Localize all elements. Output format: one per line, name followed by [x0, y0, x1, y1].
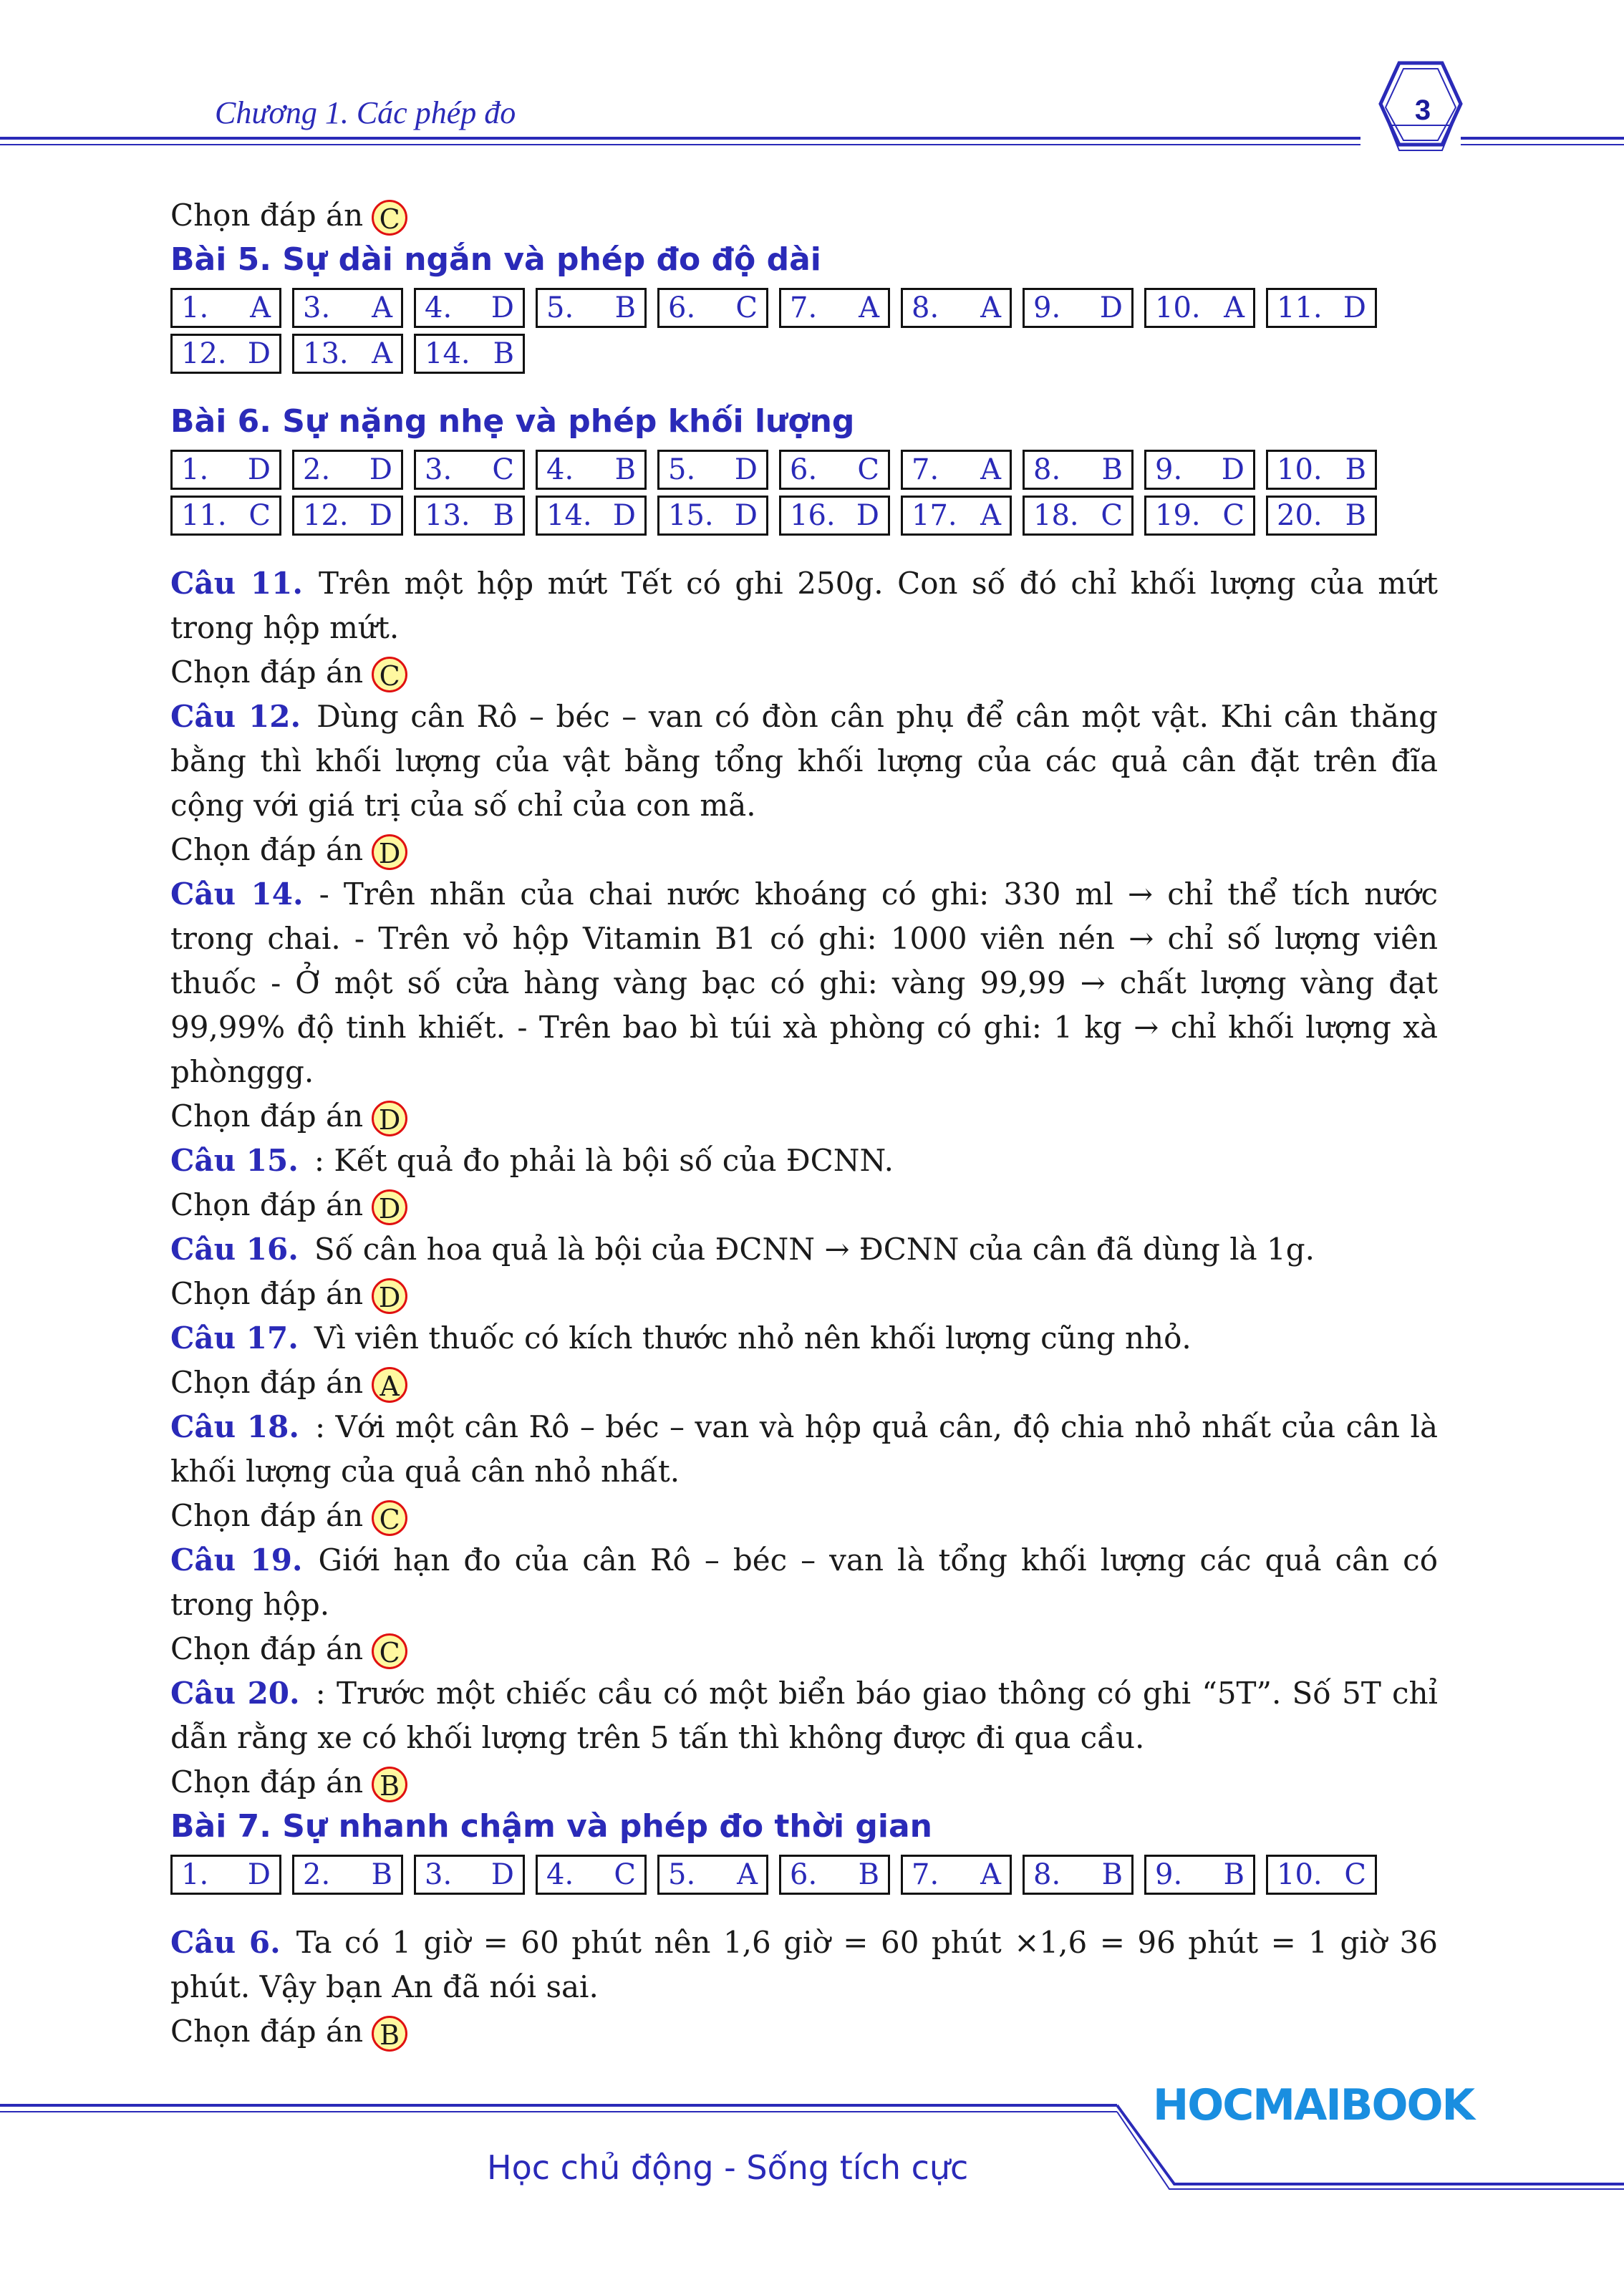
question-answer: C	[857, 453, 879, 486]
answer-cell	[536, 496, 647, 536]
question-text: Giới hạn đo của cân Rô – béc – van là tổng khối lượng các quả cân có trong hộp.	[170, 1542, 1438, 1622]
choose-answer-label: Chọn đáp án	[170, 1098, 364, 1134]
question-list-bai6	[170, 561, 1438, 1805]
question-answer: A	[372, 337, 392, 370]
question-answer: B	[493, 337, 514, 370]
question-answer: C	[735, 291, 758, 324]
page-content	[170, 193, 1438, 2054]
question-number: 1.	[181, 291, 209, 324]
question-answer: D	[734, 499, 758, 532]
choose-answer-label: Chọn đáp án	[170, 1365, 364, 1400]
question-block	[170, 1671, 1438, 1760]
question-number: 9.	[1155, 453, 1183, 486]
question-block	[170, 1139, 1438, 1183]
question-number: 1.	[181, 453, 209, 486]
answer-badge: C	[372, 657, 407, 692]
answer-line	[170, 1627, 1438, 1671]
question-number: 10.	[1277, 1858, 1323, 1891]
question-answer: A	[250, 291, 271, 324]
question-text: Số cân hoa quả là bội của ĐCNN → ĐCNN của cân đã dùng là 1g.	[314, 1232, 1315, 1267]
question-number: 8.	[1033, 1858, 1061, 1891]
question-label: Câu 20.	[170, 1676, 300, 1711]
question-text: Vì viên thuốc có kích thước nhỏ nên khối lượng cũng nhỏ.	[314, 1320, 1192, 1356]
question-number: 4.	[546, 453, 574, 486]
answer-cell	[901, 450, 1012, 490]
question-number: 2.	[303, 453, 331, 486]
question-text: : Trước một chiếc cầu có một biển báo giao thông có ghi “5T”. Số 5T chỉ dẫn rằng xe có khối lượng trên 5 tấn thì không được đi qua cầu.	[170, 1676, 1438, 1755]
question-label: Câu 16.	[170, 1232, 299, 1267]
question-block	[170, 1921, 1438, 2009]
choose-answer-label: Chọn đáp án	[170, 1498, 364, 1533]
question-number: 13.	[303, 337, 349, 370]
question-number: 15.	[668, 499, 714, 532]
answer-badge: C	[372, 1500, 407, 1536]
question-number: 16.	[790, 499, 836, 532]
question-number: 6.	[668, 291, 696, 324]
question-text: Ta có 1 giờ = 60 phút nên 1,6 giờ = 60 phút ×1,6 = 96 phút = 1 giờ 36 phút. Vậy bạn An đã nói sai.	[170, 1925, 1438, 2004]
question-label: Câu 17.	[170, 1320, 299, 1356]
question-text: Dùng cân Rô – béc – van có đòn cân phụ để cân một vật. Khi cân thăng bằng thì khối lượng của vật bằng tổng khối lượng của các quả cân đặt trên đĩa cộng với giá trị của số chỉ của con mã.	[170, 699, 1438, 823]
question-answer: C	[1222, 499, 1244, 532]
question-block	[170, 561, 1438, 650]
question-number: 9.	[1033, 291, 1061, 324]
question-answer: B	[1345, 453, 1366, 486]
question-text: : Với một cân Rô – béc – van và hộp quả cân, độ chia nhỏ nhất của cân là khối lượng của quả cân nhỏ nhất.	[170, 1409, 1438, 1489]
question-answer: B	[858, 1858, 879, 1891]
question-answer: B	[1345, 499, 1366, 532]
question-number: 5.	[546, 291, 574, 324]
answer-cell	[1144, 1855, 1255, 1895]
answer-cell	[414, 450, 525, 490]
question-number: 4.	[425, 291, 453, 324]
question-number: 2.	[303, 1858, 331, 1891]
answer-cell	[536, 1855, 647, 1895]
answer-cell	[779, 496, 890, 536]
question-answer: D	[369, 453, 392, 486]
question-answer: A	[1224, 291, 1244, 324]
question-number: 4.	[546, 1858, 574, 1891]
answer-badge: D	[372, 1189, 407, 1225]
answer-line	[170, 1183, 1438, 1227]
choose-answer-label: Chọn đáp án	[170, 655, 364, 690]
question-number: 12.	[181, 337, 227, 370]
question-answer: D	[856, 499, 879, 532]
question-answer: C	[492, 453, 514, 486]
answer-cell	[170, 288, 281, 328]
question-number: 3.	[425, 453, 453, 486]
answer-badge: A	[372, 1367, 407, 1403]
answer-cell	[779, 288, 890, 328]
choose-answer-label: Chọn đáp án	[170, 1764, 364, 1800]
answer-cell	[414, 334, 525, 374]
answer-cell	[1023, 288, 1134, 328]
question-answer: D	[1221, 453, 1244, 486]
question-answer: D	[612, 499, 636, 532]
question-label: Câu 19.	[170, 1542, 303, 1578]
question-number: 12.	[303, 499, 349, 532]
intro-answer-line	[170, 193, 1438, 238]
question-number: 17.	[912, 499, 957, 532]
question-number: 3.	[425, 1858, 453, 1891]
question-block	[170, 1227, 1438, 1272]
answer-line	[170, 650, 1438, 695]
answer-cell	[536, 450, 647, 490]
answer-cell	[170, 496, 281, 536]
choose-answer-label: Chọn đáp án	[170, 1276, 364, 1311]
question-answer: D	[734, 453, 758, 486]
question-block	[170, 872, 1438, 1094]
question-answer: A	[980, 291, 1001, 324]
choose-answer-label: Chọn đáp án	[170, 2014, 364, 2049]
question-number: 1.	[181, 1858, 209, 1891]
question-number: 9.	[1155, 1858, 1183, 1891]
question-number: 7.	[912, 453, 939, 486]
answer-line	[170, 1760, 1438, 1805]
header-decoration	[0, 0, 1624, 186]
question-answer: D	[490, 291, 514, 324]
question-label: Câu 6.	[170, 1925, 281, 1960]
brand-logo: HOCMAIBOOK	[1153, 2080, 1474, 2130]
answer-cell	[414, 288, 525, 328]
question-answer: B	[1101, 1858, 1123, 1891]
question-list-bai7	[170, 1921, 1438, 2054]
choose-answer-label: Chọn đáp án	[170, 832, 364, 867]
question-number: 3.	[303, 291, 331, 324]
answer-badge: C	[372, 200, 407, 236]
question-label: Câu 18.	[170, 1409, 299, 1444]
answer-cell	[901, 1855, 1012, 1895]
question-answer: B	[614, 291, 636, 324]
answer-line	[170, 1272, 1438, 1316]
question-answer: D	[1099, 291, 1123, 324]
question-number: 6.	[790, 1858, 818, 1891]
answer-cell	[536, 288, 647, 328]
question-block	[170, 695, 1438, 828]
answer-cell	[170, 1855, 281, 1895]
question-block	[170, 1405, 1438, 1494]
answer-cell	[292, 1855, 403, 1895]
question-answer: B	[1223, 1858, 1244, 1891]
choose-answer-label: Chọn đáp án	[170, 1631, 364, 1666]
question-answer: A	[980, 453, 1001, 486]
answer-cell	[292, 334, 403, 374]
question-answer: D	[247, 1858, 271, 1891]
question-number: 14.	[425, 337, 470, 370]
question-number: 8.	[912, 291, 939, 324]
question-answer: A	[737, 1858, 758, 1891]
answer-cell	[657, 450, 768, 490]
section-title-bai6: Bài 6. Sự nặng nhẹ và phép khối lượng	[170, 403, 855, 440]
question-number: 5.	[668, 1858, 696, 1891]
question-answer: A	[859, 291, 879, 324]
question-number: 19.	[1155, 499, 1201, 532]
question-block	[170, 1316, 1438, 1361]
choose-answer-label: Chọn đáp án	[170, 198, 364, 233]
question-number: 8.	[1033, 453, 1061, 486]
answer-grid-bai5	[170, 288, 1424, 374]
question-answer: D	[247, 453, 271, 486]
answer-cell	[1023, 496, 1134, 536]
answer-cell	[1023, 450, 1134, 490]
answer-cell	[1266, 450, 1377, 490]
question-text: : Kết quả đo phải là bội số của ĐCNN.	[314, 1143, 894, 1178]
answer-cell	[414, 496, 525, 536]
section-title-bai7: Bài 7. Sự nhanh chậm và phép đo thời gian	[170, 1808, 932, 1845]
answer-line	[170, 1361, 1438, 1405]
question-answer: C	[1344, 1858, 1366, 1891]
answer-cell	[1144, 450, 1255, 490]
answer-line	[170, 1094, 1438, 1139]
question-answer: C	[1101, 499, 1123, 532]
answer-cell	[1144, 288, 1255, 328]
answer-cell	[1266, 496, 1377, 536]
question-answer: D	[369, 499, 392, 532]
question-answer: C	[248, 499, 271, 532]
choose-answer-label: Chọn đáp án	[170, 1187, 364, 1222]
answer-cell	[901, 496, 1012, 536]
question-number: 11.	[181, 499, 227, 532]
answer-badge: C	[372, 1633, 407, 1669]
answer-cell	[1023, 1855, 1134, 1895]
question-number: 18.	[1033, 499, 1079, 532]
question-number: 7.	[912, 1858, 939, 1891]
answer-line	[170, 2009, 1438, 2054]
answer-badge: B	[372, 1767, 407, 1802]
question-label: Câu 14.	[170, 876, 304, 912]
answer-cell	[901, 288, 1012, 328]
answer-cell	[170, 334, 281, 374]
question-label: Câu 11.	[170, 566, 303, 601]
answer-badge: D	[372, 834, 407, 870]
page-number: 3	[1414, 95, 1431, 126]
question-answer: B	[371, 1858, 392, 1891]
answer-cell	[1266, 1855, 1377, 1895]
answer-cell	[292, 496, 403, 536]
question-answer: B	[1101, 453, 1123, 486]
answer-line	[170, 1494, 1438, 1538]
page-header	[0, 0, 1624, 186]
answer-cell	[779, 450, 890, 490]
answer-badge: B	[372, 2016, 407, 2052]
question-answer: A	[980, 499, 1001, 532]
question-text: Trên một hộp mứt Tết có ghi 250g. Con số đó chỉ khối lượng của mứt trong hộp mứt.	[170, 566, 1438, 645]
answer-grid-bai7	[170, 1855, 1424, 1895]
question-answer: D	[490, 1858, 514, 1891]
answer-grid-bai6	[170, 450, 1424, 536]
question-block	[170, 1538, 1438, 1627]
answer-badge: D	[372, 1278, 407, 1314]
question-answer: A	[980, 1858, 1001, 1891]
answer-badge: D	[372, 1101, 407, 1136]
question-number: 10.	[1277, 453, 1323, 486]
answer-cell	[292, 288, 403, 328]
question-number: 6.	[790, 453, 818, 486]
footer-slogan: Học chủ động - Sống tích cực	[487, 2148, 969, 2187]
question-number: 20.	[1277, 499, 1323, 532]
question-label: Câu 12.	[170, 699, 301, 734]
question-number: 10.	[1155, 291, 1201, 324]
answer-cell	[414, 1855, 525, 1895]
answer-cell	[1266, 288, 1377, 328]
question-text: - Trên nhãn của chai nước khoáng có ghi: 330 ml → chỉ thể tích nước trong chai. - Trên vỏ hộp Vitamin B1 có ghi: 1000 viên nén → chỉ số lượng viên thuốc - Ở một số cửa hàng vàng bạc có ghi: vàng 99,99 → chất lượng vàng đạt 99,99% độ tinh khiết. - Trên bao bì túi xà phòng có ghi: 1 kg → chỉ khối lượng xà phònggg.	[170, 876, 1439, 1089]
section-title-bai5: Bài 5. Sự dài ngắn và phép đo độ dài	[170, 241, 821, 278]
question-number: 11.	[1277, 291, 1323, 324]
question-answer: D	[247, 337, 271, 370]
answer-line	[170, 828, 1438, 872]
answer-cell	[657, 496, 768, 536]
chapter-title: Chương 1. Các phép đo	[215, 95, 516, 130]
question-answer: B	[493, 499, 514, 532]
question-number: 13.	[425, 499, 470, 532]
question-number: 14.	[546, 499, 592, 532]
question-number: 5.	[668, 453, 696, 486]
question-answer: C	[614, 1858, 636, 1891]
answer-cell	[170, 450, 281, 490]
question-label: Câu 15.	[170, 1143, 299, 1178]
answer-cell	[1144, 496, 1255, 536]
question-answer: B	[614, 453, 636, 486]
answer-cell	[292, 450, 403, 490]
question-answer: D	[1343, 291, 1366, 324]
question-number: 7.	[790, 291, 818, 324]
answer-cell	[657, 288, 768, 328]
answer-cell	[779, 1855, 890, 1895]
answer-cell	[657, 1855, 768, 1895]
question-answer: A	[372, 291, 392, 324]
